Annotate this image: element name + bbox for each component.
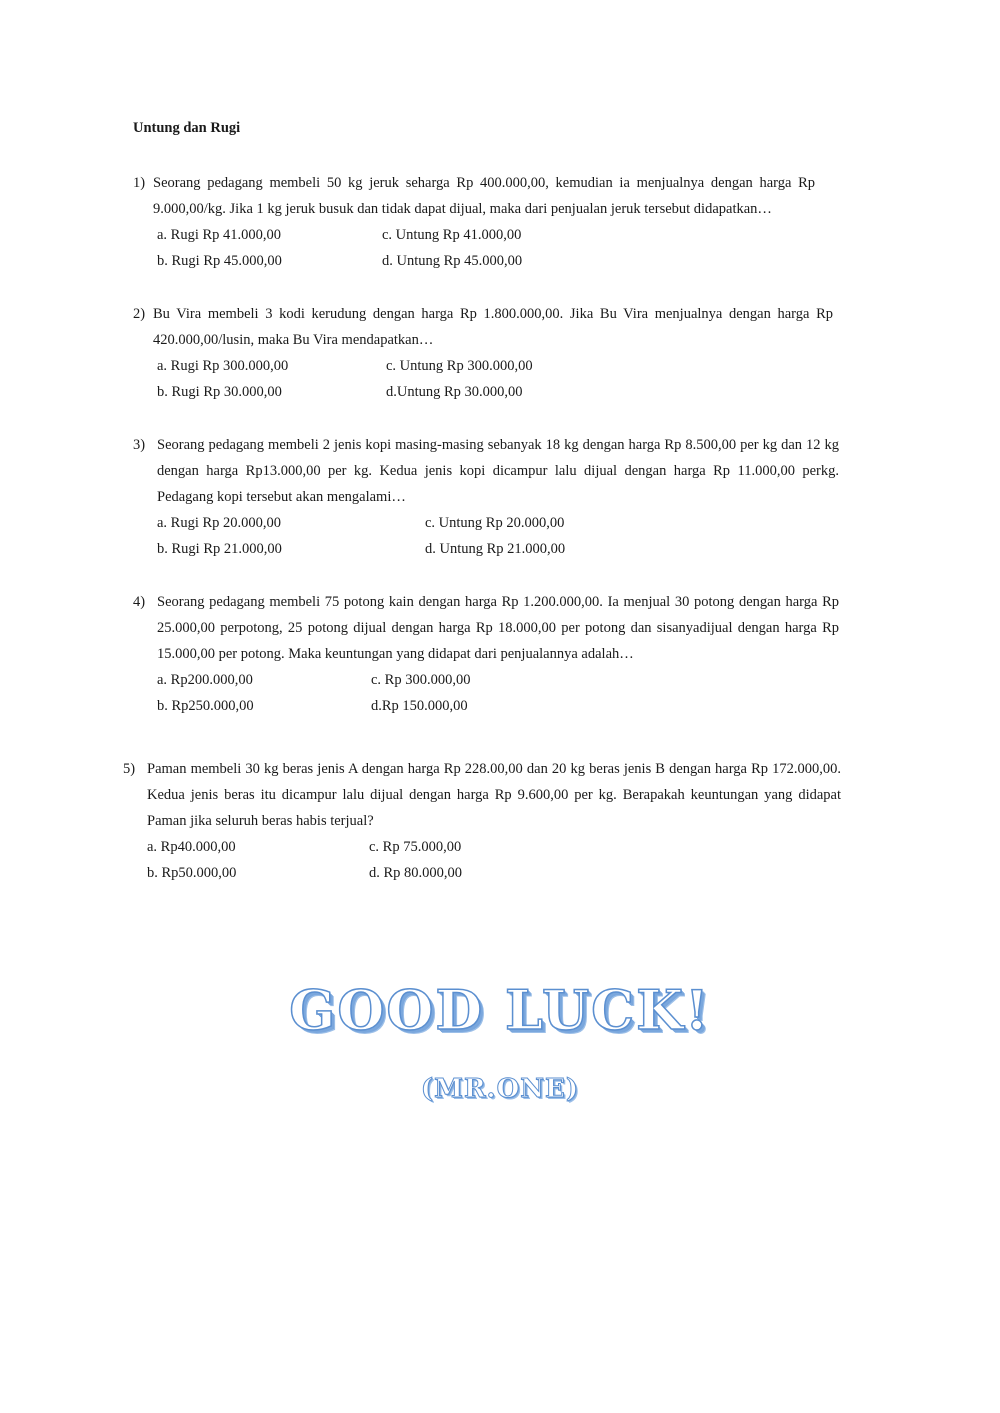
option-c[interactable]: c. Rp 300.000,00 xyxy=(371,672,471,688)
question-number: 4) xyxy=(133,594,146,610)
option-b[interactable]: b. Rp250.000,00 xyxy=(157,698,254,714)
answer-options xyxy=(123,834,841,886)
answer-options xyxy=(133,667,839,719)
question-text: Bu Vira membeli 3 kodi kerudung dengan harga Rp 1.800.000,00. Jika Bu Vira menjualnya dengan harga Rp 420.000,00/lusin, maka Bu Vira mendapatkan… xyxy=(153,306,833,348)
option-a[interactable]: a. Rugi Rp 300.000,00 xyxy=(157,358,289,374)
option-d[interactable]: d. Untung Rp 21.000,00 xyxy=(425,541,566,557)
question-text: Seorang pedagang membeli 75 potong kain dengan harga Rp 1.200.000,00. Ia menjual 30 potong dengan harga Rp 25.000,00 perpotong, 25 potong dijual dengan harga Rp 18.000,00 per potong dan sisanyadijual dengan harga Rp 15.000,00 per potong. Maka keuntungan yang didapat dari penjualannya adalah… xyxy=(157,594,839,662)
question-number: 1) xyxy=(133,175,146,191)
option-c[interactable]: c. Rp 75.000,00 xyxy=(369,839,462,855)
question-5 xyxy=(123,756,841,886)
question-text: Paman membeli 30 kg beras jenis A dengan harga Rp 228.00,00 dan 20 kg beras jenis B dengan harga Rp 172.000,00. Kedua jenis beras itu dicampur lalu dijual dengan harga Rp 9.600,00 per kg. Berapakah keuntungan yang didapat Paman jika seluruh beras habis terjual? xyxy=(147,761,841,829)
question-3 xyxy=(133,432,839,562)
question-number: 2) xyxy=(133,306,146,322)
page-title: Untung dan Rugi xyxy=(133,120,241,136)
option-d[interactable]: d. Rp 80.000,00 xyxy=(369,865,463,881)
question-number: 3) xyxy=(133,437,146,453)
author-signature: (MR.ONE) xyxy=(420,1074,580,1104)
option-d[interactable]: d.Untung Rp 30.000,00 xyxy=(386,384,523,400)
option-b[interactable]: b. Rugi Rp 45.000,00 xyxy=(157,253,282,269)
option-a[interactable]: a. Rp200.000,00 xyxy=(157,672,253,688)
option-a[interactable]: a. Rugi Rp 41.000,00 xyxy=(157,227,282,243)
option-b[interactable]: b. Rugi Rp 30.000,00 xyxy=(157,384,282,400)
answer-options xyxy=(133,510,839,562)
answer-options xyxy=(133,353,833,405)
question-4 xyxy=(133,589,839,719)
answer-options xyxy=(133,222,815,274)
option-c[interactable]: c. Untung Rp 41.000,00 xyxy=(382,227,522,243)
option-c[interactable]: c. Untung Rp 300.000,00 xyxy=(386,358,533,374)
good-luck-heading: GOOD LUCK! xyxy=(289,978,711,1042)
option-d[interactable]: d. Untung Rp 45.000,00 xyxy=(382,253,523,269)
question-text: Seorang pedagang membeli 2 jenis kopi masing-masing sebanyak 18 kg dengan harga Rp 8.500,00 per kg dan 12 kg dengan harga Rp13.000,00 per kg. Kedua jenis kopi dicampur lalu dijual dengan harga Rp 11.000,00 perkg. Pedagang kopi tersebut akan mengalami… xyxy=(157,437,839,505)
question-1 xyxy=(133,170,815,274)
option-a[interactable]: a. Rp40.000,00 xyxy=(147,839,236,855)
option-b[interactable]: b. Rp50.000,00 xyxy=(147,865,237,881)
question-text: Seorang pedagang membeli 50 kg jeruk seharga Rp 400.000,00, kemudian ia menjualnya dengan harga Rp 9.000,00/kg. Jika 1 kg jeruk busuk dan tidak dapat dijual, maka dari penjualan jeruk tersebut didapatkan… xyxy=(153,175,815,217)
question-2 xyxy=(133,301,833,405)
option-c[interactable]: c. Untung Rp 20.000,00 xyxy=(425,515,565,531)
option-d[interactable]: d.Rp 150.000,00 xyxy=(371,698,468,714)
option-a[interactable]: a. Rugi Rp 20.000,00 xyxy=(157,515,282,531)
option-b[interactable]: b. Rugi Rp 21.000,00 xyxy=(157,541,282,557)
question-number: 5) xyxy=(123,761,136,777)
